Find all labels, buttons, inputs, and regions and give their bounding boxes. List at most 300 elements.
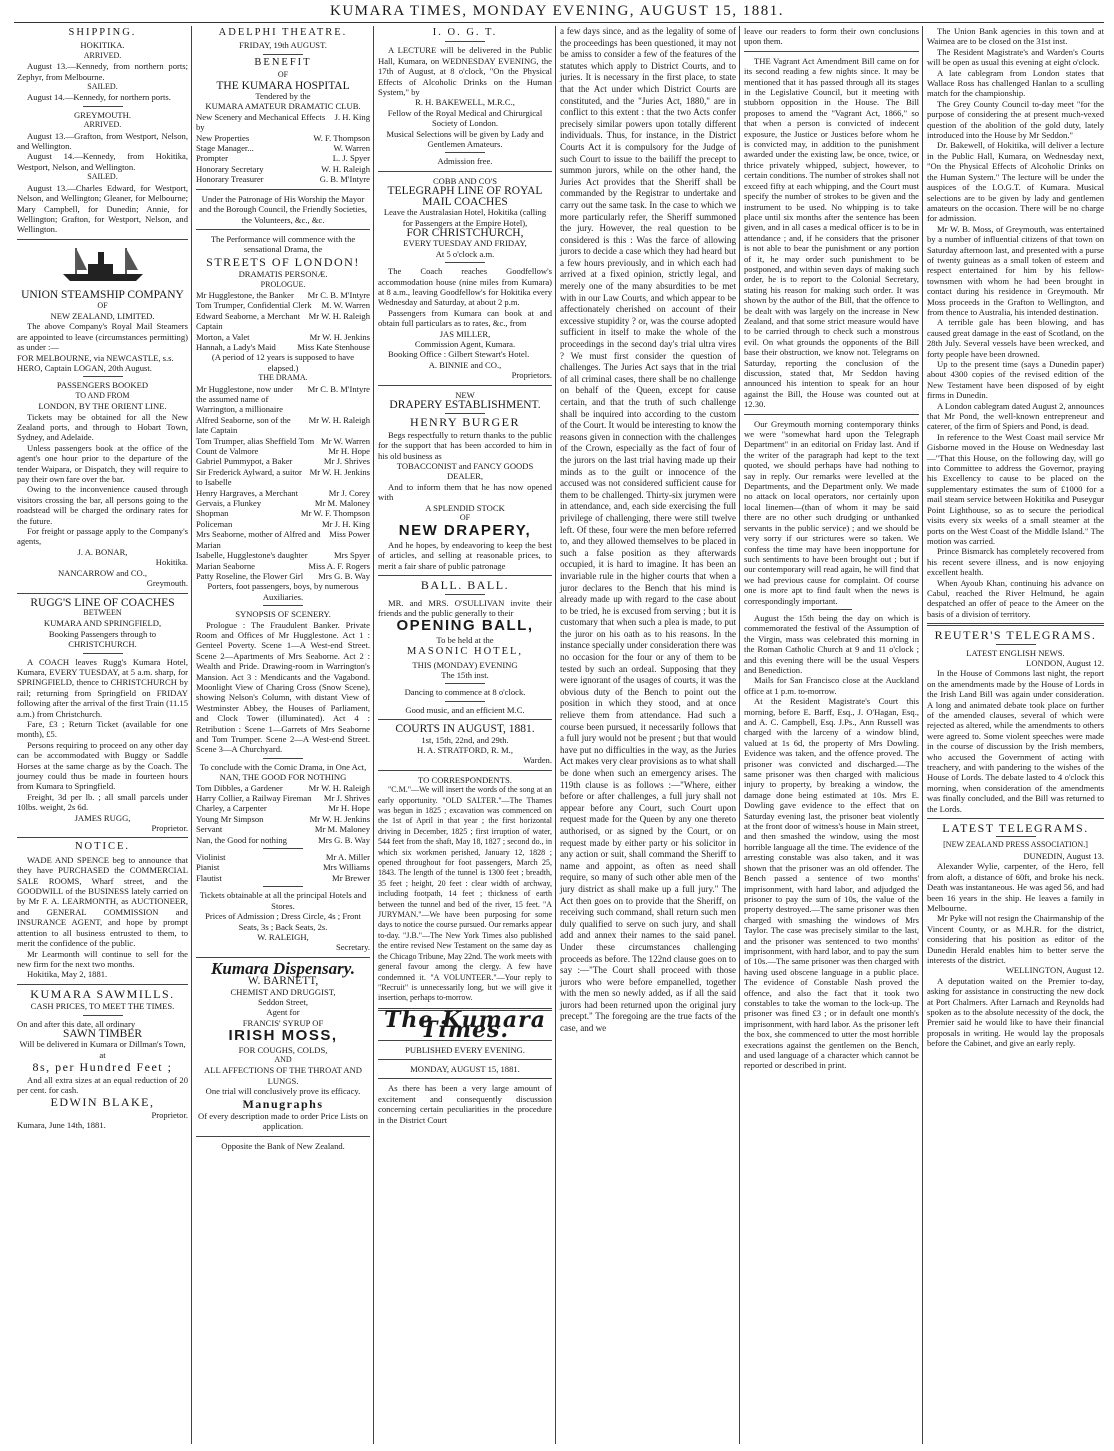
paper-published: PUBLISHED EVERY EVENING. [405, 1044, 525, 1055]
theatre-tendered: Tendered by the [255, 91, 311, 102]
dispensary-agent: Agent for [266, 1007, 300, 1018]
cast-actor: Mr W. Warren [320, 435, 370, 446]
cast-actor: Mr A. Miller [325, 852, 370, 863]
divider [378, 719, 552, 720]
divider [378, 1078, 552, 1079]
cobb-office: Booking Office : Gilbert Stewart's Hotel. [388, 349, 530, 360]
cast-row [196, 498, 370, 508]
ball-this: THIS (MONDAY) EVENING [412, 659, 518, 670]
sawmills-title: KUMARA SAWMILLS. [30, 986, 175, 1001]
drapery-paragraph: Begs respectfully to return thanks to the public for the support that has been accorded to him in his old business as [378, 429, 552, 461]
cast-row [196, 508, 370, 518]
shipping-entry: August 13.—Grafton, from Westport, Nelson, and Wellington. [17, 130, 188, 152]
rugg-title: RUGG'S LINE OF COACHES [30, 596, 175, 609]
shipping-entry: August 14.—Kennedy, for northern ports. [27, 92, 171, 103]
divider [263, 848, 303, 849]
sawmills-date: Kumara, June 14th, 1881. [17, 1120, 106, 1131]
divider [445, 262, 485, 263]
cast-role: Mr Hugglestone, the Banker [196, 289, 294, 300]
cast-row [196, 436, 370, 446]
divider [196, 229, 370, 230]
cast-row [196, 300, 370, 310]
divider [812, 609, 852, 610]
news-paragraph: Dr. Bakewell, of Hokitika, will deliver a lecture in the Public Hall, Kumara, on Wednesday next, "On the Physical Effects of Alcoholic Drinks on the Human System." The lecture will be under the auspices of the I.O.G.T. of Kumara. Musical selections are to be given by lady and gentlemen amateurs on the occasion. There will be no charge for admission. [927, 140, 1104, 224]
editorial-continued: a few days since, and as the legality of some of the proceedings has been questioned, it may not be amiss to consider a few of the features of the statutes which apply to District Courts, and to juries. It is necessary in the first place, to state that the Act under which District Courts are constituted, and the "Juries Act, 1880," are in conflict to this extent : that the two Acts confer precisely similar powers upon totally different individuals. Thus, for instance, in the District Courts Act it is compulsory for the Judge of such Court to issue to the bailiff the precept to summon jurors, while on the other hand, the Juries Act provides that the Sheriff shall be commanded by the Registrar to undertake and carry out the same task. In the case to which we more particularly refer, the Sheriff summoned the jury. However, the real question to be considered is this : Was the farce of allowing jurors to decide a case which they had heard but a few hours previously, and in which each had arrived at a fixed opinion, strictly legal, and merely one of the many absurdities to be met with in our Law Courts, and which appear to be affectionately cherished on account of their excessive stupidity ? or, was the course adopted sufficient in itself to make the whole of the proceedings in the second day's trial ultra vires ? We must first consider the question of challenges. The Juries Act says that in the trial of all criminal cases, there shall be no challenge on behalf of the Queen, except for cause certain, and that the truth of such challenge shall be inquired into according to the custom of the Court. It would be interesting to know the reasons given in connection with the challenges of the Crown, especially as the fact of four of the jurors on the last trial having made up their minds as to the guilt or innocence of the accused was not considered sufficient cause for them to be challenged. Thirty-six jurymen were in attendance, and, each side exercising the full privilege of challenging, there were still twelve left. Of these, four were the men before referred to, and they allowed themselves to be placed in such a false position as they afterwards occupied, it is hard to imagine. It has been an invariable rule in the higher courts that when a juror declares to the Bench that his mind is already made up with regard to the case about to be tried, he is excused from serving ; but it is customary that when such a plea is made, to put the juror on his oath as to his reasons. In the instance specially under consideration there was no occasion for the four or any of them to be tested by such an ordeal. Supposing that they were ignorant of the usages of courts, it was the obvious duty of the Bench to point out the position in which they stood, and at once relieve them from attendance. Had such a course been pursued, it necessarily follows that a full jury would not be present ; but that would have put no difficulties in the way, as the Juries Act makes very clear provisions as to what shall be done when such an emergency arises. The 119th clause is as follows :—"Where, either before or after challenges, a full jury shall not appear before any Court, such Court upon request made for the Queen by any one thereto authorised, or as signed by the Court, or on request made by either party or his solicitor in any action or suit, shall command the Sheriff to name and appoint, as often as need shall require, so many of such other able men of the jury district as shall make up a full jury." The Act then goes on to provide that the Sheriff, on receiving such command, shall return such men duly qualified to serve on such jury, and shall add and annex their names to the said panel. Under these circumstances challenging proceeds as before. The 122nd clause goes on to say :—"The Court shall proceed with those jurors who were before empanelled, together with the men so newly added, as if all the said jurors had been returned upon the original jury precept." The foregoing are the true facts of the case, and we [560, 26, 736, 1034]
cobb-paragraph: The Coach reaches Goodfellow's accommodation house (nine miles from Kumara) at 8 a.m., leaving Goodfellow's for Hokitika every Wednesday and Saturday, at about 2 p.m. [378, 266, 552, 308]
news-paragraph: A late cablegram from London states that Wallace Ross has challenged Hanlan to a sculling match for the championship. [927, 67, 1104, 99]
theatre-date: FRIDAY, 19th AUGUST. [239, 40, 327, 51]
band-list [196, 852, 370, 883]
theatre-porters: Porters, foot passengers, boys, by numerous Auxiliaries. [207, 581, 359, 602]
dispensary-francis: FRANCIS' SYRUP OF [242, 1017, 324, 1028]
cast-role: Pianist [196, 862, 220, 873]
cast-row [196, 133, 370, 143]
rugg-booking: Booking Passengers through to [48, 628, 157, 639]
theatre-hospital: THE KUMARA HOSPITAL [216, 79, 350, 92]
cast-actor: Miss Kate Stenhouse [297, 341, 370, 352]
rugg-paragraph: Persons requiring to proceed on any other day can be accommodated with Buggy or Saddle Horses at the same charge as by the Coach. The journey could thus be made in fourteen hours from Kumara to Springfield. [17, 739, 188, 792]
cast-role: Nan, the Good for nothing [196, 834, 287, 845]
dispensary-aff: ALL AFFECTIONS OF THE THROAT AND LUNGS. [204, 1065, 362, 1086]
courts-dates: 1st, 15th, 22nd, and 29th. [421, 734, 509, 745]
usc-of: OF [97, 300, 108, 310]
drapery-paragraph: And he hopes, by endeavoring to keep the best of articles, and selling at reasonable prices, to merit a fair share of public patronage [378, 539, 552, 571]
divider [378, 1059, 552, 1060]
shipping-entry: August 13.—Charles Edward, for Westport, Nelson, and Wellington; Gleaner, for Melbourne; Mary Campbell, for Dunedin; Annie, for Wellington; Grafton, for Westport, Nelson, and Wellington. [17, 182, 188, 235]
divider [196, 189, 370, 190]
column-rule [555, 26, 556, 1444]
dispensary-and: AND [274, 1054, 292, 1064]
cast-row [196, 529, 370, 550]
cast-actor: Mr W. H. Raleigh [308, 782, 370, 793]
cast-actor: Mr J. H. King [322, 518, 370, 529]
news-paragraph: Mr W. B. Moss, of Greymouth, was entertained by a number of influential citizens of that town on Saturday afternoon last, and presented with a purse of twenty guineas as a small token of esteem and respect entertained for him by his fellow-townsmen with whom he had been brought in contact during his residence in Greymouth. Mr Moss proceeds in the Grafton to Wellington, and from thence to Australia, his intended destination. [927, 223, 1104, 317]
cast-role: Alfred Seaborne, son of the late Captain [196, 414, 291, 436]
theatre-tickets: Tickets obtainable at all the principal Hotels and Stores. [199, 890, 367, 911]
sawmills-paragraph: Will be delivered in Kumara or Dillman's Town, at [19, 1039, 186, 1060]
divider [378, 575, 552, 576]
theatre-synopsis-text: Prologue : The Fraudulent Banker. Private Room and Offices of Mr Hugglestone. Act 1 : Genteel Poverty. Scene 1—A West-end Street. Scene 2—Apartments of Mrs Seaborne. Act 2 : Wealth and Pride. Drawing-room in Warrington's Mansion. Act 3 : Mendicants and the Vagabond. Moonlight View of Charing Cross (Snow Scene), showing Nelson's Column, with distant View of Westminster Abbey, the Houses of Parliament, and Clock Tower (illuminated). Act 4 : Retribution : Scene 1—Garrets of Mrs Seaborne and Tom Trumper. Scene 2—A West-end Street. Scene 3—A Churchyard. [196, 619, 370, 755]
cast-actor: Mr H. Hope [328, 803, 370, 814]
divider [17, 239, 188, 240]
shipping-title: SHIPPING. [68, 27, 137, 38]
signature: Proprietor. [151, 823, 188, 834]
telegram-paragraph: Mr Pyke will not resign the Chairmanship of the Vincent County, or as M.H.R. for the district, considering that his position as editor of the Dunedin Herald enables him to better serve the interests of the district. [927, 913, 1104, 965]
signature: Secretary. [335, 942, 370, 953]
cobb-title-2: TELEGRAPH LINE OF ROYAL MAIL COACHES [387, 185, 543, 208]
cast-role: Charley, a Carpenter [196, 803, 267, 814]
divider [378, 385, 552, 386]
cast-role: Mr Hugglestone, now under the assumed name of Warrington, a millionaire [196, 383, 293, 415]
signature: EDWIN BLAKE, [50, 1095, 155, 1110]
signature: Proprietors. [511, 370, 552, 381]
signature: A. BINNIE and CO., [428, 359, 502, 370]
cast-role: Young Mr Simpson [196, 813, 264, 824]
cast-row [196, 814, 370, 824]
sawmills-price: 8s, per Hundred Feet ; [32, 1060, 173, 1075]
cast-actor: Miss A. F. Rogers [308, 560, 370, 571]
cast-row [196, 835, 370, 845]
theatre-farce: NAN, THE GOOD FOR NOTHING [219, 772, 347, 783]
theatre-prologue: PROLOGUE. [260, 279, 306, 289]
iogt-title: I. O. G. T. [432, 27, 498, 38]
signature: Proprietor. [151, 1109, 188, 1120]
news-paragraph: When Ayoub Khan, continuing his advance on Cabul, reached the River Helmund, he again despatched an offer of peace to the Ameer on the basis of a division of territory. [927, 577, 1104, 619]
dispensary-role: CHEMIST AND DRUGGIST, [230, 986, 336, 997]
theatre-prices: Prices of Admission ; Dress Circle, 4s ; Front Seats, 3s ; Back Seats, 2s. [205, 911, 361, 932]
cast-actor: W. Warren [333, 143, 370, 154]
usc-paragraph: Tickets may be obtained for all the New Zealand ports, and through to Hobart Town, Sydney, and Adelaide. [17, 411, 188, 443]
steamship-icon [17, 244, 188, 286]
signature: W. RALEIGH, [257, 931, 309, 942]
cast-actor: Mr H. Hope [328, 446, 370, 457]
divider [263, 54, 303, 55]
cast-row [196, 290, 370, 300]
usc-passengers: PASSENGERS BOOKED [56, 380, 149, 391]
signature: Greymouth. [146, 578, 188, 589]
divider [445, 683, 485, 684]
cast-role: Gervais, a Flunkey [196, 498, 262, 509]
ball-dance: Dancing to commence at 8 o'clock. [404, 687, 526, 698]
news-paragraph: A terrible gale has been blowing, and has caused great damage in the east of Scotland, on the 28th July. Several vessels have been wrecked, and forty people have been drowned. [927, 317, 1104, 359]
divider [17, 837, 188, 838]
divider [83, 1015, 123, 1016]
cast-row [196, 332, 370, 342]
paper-title: The Kumara Times. [383, 1006, 547, 1044]
divider [445, 152, 485, 153]
cast-role: Marian Seaborne [196, 560, 255, 571]
divider [263, 605, 303, 606]
usc-title: UNION STEAMSHIP COMPANY [21, 289, 184, 302]
cast-row [196, 415, 370, 436]
cast-actor: Mr Brewer [332, 872, 370, 883]
cast-role: Honorary Secretary [196, 163, 264, 174]
rugg-paragraph: Fare, £3 ; Return Ticket (available for one month), £5. [17, 718, 188, 740]
notice-paragraph: WADE AND SPENCE beg to announce that they have PURCHASED the COMMERCIAL SALE ROOMS, Wharf street, and the GOODWILL of the BUSINESS lately carried on by Mr F. A. LEARMONTH, as AUCTIONEER, and GENERAL COMMISSION and INSURANCE AGENT, and hope by prompt attention to all business entrusted to them, to merit the confidence of the public. [17, 854, 188, 949]
dispensary-manugraphs: Manugraphs [242, 1096, 324, 1111]
cast-role: Flautist [196, 872, 222, 883]
cast-actor: Mr J. Shrives [323, 456, 370, 467]
cast-actor: Mrs G. B. Way [318, 570, 370, 581]
subheading: SAILED. [87, 172, 118, 182]
editorial-end: leave our readers to form their own conclusions upon them. [744, 26, 919, 47]
divider [263, 758, 303, 759]
cast-role: Morton, a Valet [196, 331, 250, 342]
lecture-admission: Admission free. [437, 156, 493, 167]
news-paragraph: The Union Bank agencies in this town and at Waimea are to be closed on the 31st inst. [927, 26, 1104, 47]
cast-row [196, 112, 370, 133]
theatre-club: KUMARA AMATEUR DRAMATIC CLUB. [205, 101, 361, 112]
divider [83, 653, 123, 654]
cast-role: Tom Trumper, alias Sheffield Tom [196, 435, 315, 446]
usc-paragraph: Unless passengers book at the office of the agent's one hour prior to the departure of the tender Waipara, or Dispatch, they will require to pay their own fare over the bar. [17, 442, 188, 485]
drapery-name: HENRY BURGER [410, 415, 520, 430]
cast-actor: Mr W. H. Raleigh [308, 310, 370, 321]
cast-row [196, 803, 370, 813]
crew-list [196, 112, 370, 185]
cast-actor: W. F. Thompson [313, 132, 370, 143]
rugg-chch: CHRISTCHURCH. [68, 639, 137, 650]
latest-english-title: LATEST ENGLISH NEWS. [966, 647, 1065, 658]
divider [17, 984, 188, 985]
dispensary-every: Of every description made to order Price Lists on application. [198, 1111, 368, 1132]
cast-role: New Scenery and Mechanical Effects by [196, 111, 326, 133]
ball-title: BALL. BALL. [420, 578, 510, 593]
signature: JAMES RUGG, [74, 812, 131, 823]
masthead: KUMARA TIMES, MONDAY EVENING, AUGUST 15, 1881. [329, 3, 785, 19]
dispensary-for: FOR COUGHS, COLDS, [238, 1044, 328, 1055]
cast-actor: Mrs Spyer [333, 550, 370, 561]
drapery-new: NEW [455, 389, 475, 400]
usc-paragraph: FOR MELBOURNE, via NEWCASTLE, s.s. HERO, Captain LOGAN, 20th August. [17, 352, 174, 373]
divider [927, 623, 1104, 626]
cast-actor: Mr J. Shrives [323, 793, 370, 804]
news-paragraph: August the 15th being the day on which is commemorated the festival of the Assumption of the Virgin, mass was celebrated this morning in the Roman Catholic Church at 9 and 11 o'clock ; and this evening there will be the usual Vespers and Benediction. [744, 612, 919, 675]
news-paragraph: The Resident Magistrate's and Warden's Courts will be open as usual this evening at eight o'clock. [927, 46, 1104, 68]
dateline: LONDON, August 12. [1026, 657, 1104, 668]
drapery-paragraph: And to inform them that he has now opened with [378, 481, 552, 503]
drapery-of: OF [459, 513, 471, 523]
divider [744, 414, 919, 415]
cast-actor: Mr M. Maloney [314, 498, 370, 509]
cast-role: Tom Dibbles, a Gardener [196, 782, 283, 793]
divider [445, 594, 485, 595]
cast-role: Harry Collier, a Railway Fireman [196, 793, 312, 804]
ball-held: To be held at the [436, 634, 494, 645]
cast-row [196, 342, 370, 352]
correspondents-title: TO CORRESPONDENTS. [418, 774, 512, 785]
cast-actor: L. J. Spyer [332, 153, 370, 164]
cast-row [196, 384, 370, 415]
cast-role: Shopman [196, 508, 229, 519]
news-paragraph: At the Resident Magistrate's Court this morning, before E. Barff, Esq., J. O'Hagan, Esq., and A. C. Campbell, Esq. J.Ps., Ann Russell was charged with the larceny of a window blind, valued at 1s 6d, the property of Mrs Dowling. Evidence was taken, and the offence proved. The prisoner was convicted and discharged.—The same prisoner was then charged with malicious injury to property, by breaking a window, the damage done being estimated at 10s. Mrs E. Dowling gave evidence to the effect that on Saturday evening last, the prisoner beat violently at the front door of witness's house in Main street, and then smashed the window, using the most horrible language all the time. The evidence of the arresting constable was also taken, and it was shown that the prisoner was an old offender. The Bench passed a sentence of two months' imprisonment, with hard labor, and adjudged the prisoner to pay the sum of 10s, the value of the property destroyed.—The same prisoner was then charged with smashing the windows of Mrs Taylor. The case was precisely similar to the last, and the prisoner was sentenced to two months' imprisonment, with hard labor, and to pay the sum of 10s.—The same prisoner was then charged with having used obscene language in a public place. The evidence of Constable Nash proved the offence, and also the fact that it took two constables to take the woman to the lock-up. The prisoner was fined £3 ; or in default one month's imprisonment, with hard labor. As the prisoner left the box, she commenced to utter the most horrible execrations against the gentlemen on the Bench, and used language of a character which cannot be reported or described in print. [744, 696, 919, 1071]
cast-role: Hannah, a Lady's Maid [196, 341, 276, 352]
cast-row [196, 164, 370, 174]
dispensary-street: Seddon Street, [257, 996, 309, 1007]
cobb-paragraph: Leave the Australasian Hotel, Hokitika (calling for Passengers at the Empire Hotel), [383, 207, 547, 228]
signature: JAS MILLER, [439, 328, 491, 339]
rugg-between: BETWEEN [83, 607, 122, 617]
cast-role: Henry Hargraves, a Merchant [196, 487, 298, 498]
cast-role: New Properties [196, 132, 250, 143]
latest-telegrams-title: LATEST TELEGRAMS. [942, 821, 1089, 836]
sawmills-timber: SAWN TIMBER [62, 1027, 143, 1040]
cast-actor: Mrs Williams [322, 862, 370, 873]
cast-row [196, 873, 370, 883]
divider [378, 770, 552, 771]
dispensary-title: Kumara Dispensary. [211, 958, 355, 978]
divider [445, 413, 485, 414]
cast-row [196, 519, 370, 529]
usc-paragraph: Owing to the inconvenience caused through visitors crossing the bar, all persons going to the roadstead will be charged the ordinary rates for the future. [17, 484, 188, 526]
cast-role: Prompter [196, 153, 228, 164]
notice-title: NOTICE. [74, 841, 131, 853]
ball-music: Good music, and an efficient M.C. [405, 704, 525, 715]
rugg-paragraph: A COACH leaves Rugg's Kumara Hotel, Kumara, EVERY TUESDAY, at 5 a.m. sharp, for SPRINGFIELD, thence to CHRISTCHURCH by rail; returning from Springfield on FRIDAY following after the arrival of the first Train (11.15 a.m.) from Christchurch. [17, 656, 188, 719]
divider [744, 51, 919, 52]
signature: J. A. BONAR, [77, 546, 128, 557]
dateline: WELLINGTON, August 12. [1005, 965, 1104, 976]
cast-role: Isabelle, Hugglestone's daughter [196, 550, 308, 561]
shipping-entry: August 14.—Kennedy, from Hokitika, Westport, Nelson, and Wellington. [17, 151, 188, 172]
divider [83, 106, 123, 107]
usc-london: LONDON, BY THE ORIENT LINE. [38, 401, 167, 412]
theatre-benefit: BENEFIT [254, 56, 312, 68]
cast-row [196, 793, 370, 803]
cast-actor: Mr W. H. Jenkins [309, 813, 370, 824]
column-rule [373, 26, 374, 1444]
usc-toand: TO AND FROM [75, 390, 130, 400]
cast-row [196, 311, 370, 332]
divider [196, 957, 370, 958]
sawmills-cash: CASH PRICES, TO MEET THE TIMES. [30, 1001, 175, 1012]
cast-role: Sir Frederick Aylward, a suitor to Isabelle [196, 466, 302, 488]
lecture-paragraph: A LECTURE will be delivered in the Public Hall, Kumara, on WEDNESDAY EVENING, the 17th of August, at 8 o'clock, "On the Physical Effects of Alcoholic Drinks on the Human System," by [378, 45, 552, 98]
theatre-synopsis: SYNOPSIS OF SCENERY. [235, 609, 331, 620]
cast-list [196, 290, 370, 352]
rugg-route: KUMARA AND SPRINGFIELD, [43, 618, 162, 629]
column-rule [191, 26, 192, 1444]
notice-date: Hokitika, May 2, 1881. [27, 969, 108, 980]
theatre-personae: DRAMATIS PERSONÆ. [238, 269, 328, 280]
dispensary-name: W. BARNETT, [247, 975, 319, 988]
cast-role: Violinist [196, 852, 226, 863]
telegram-paragraph: A deputation waited on the Premier to-day, asking for assistance in constructing the new dock at Port Chalmers. After Larnach and Reynolds had spoken as to the absolute necessity of the dock, the Premier said he would like to have their financial proposals in writing. He would lay the proposals before the Cabinet, and give an early reply. [927, 975, 1104, 1049]
divider [996, 836, 1036, 837]
cast-row [196, 824, 370, 834]
correspondents-text: "C.M."—We will insert the words of the song at an early opportunity. "OLD SALTER."—The Thames was begun in 1825 ; excavation was commenced on the 1st of April in that year ; the first horizontal driving in December, 1825 ; first irruption of water, 544 feet from the shaft, May 18, 1827 ; second do., in which six workmen perished, January 12, 1828 ; opened throughout for foot passengers, March 25, 1843. The length of the tunnel is 1300 feet ; breadth, 35 feet ; height, 20 feet : clear width of archway, including footpath, 14 feet ; thickness of earth between the tunnel and bed of the river, 15 feet. "A JURYMAN."—We have been purposing for some days to notice the course pursued. Our remarks appear to-day. "J.B."—The New York Times also published the entire revised New Testament on the same day as the Chicago Tribune, May 22nd. The work meets with general favour among the clergy. A few have condemned it. "A VOLUNTEER."—Your reply to "Recruit" is unnecessarily long, but we will give it insertion, perhaps to-morrow. [378, 785, 552, 1003]
courts-title: COURTS IN AUGUST, 1881. [395, 723, 535, 736]
column-rule [739, 26, 740, 1444]
dateline: DUNEDIN, August 13. [1023, 850, 1104, 861]
masthead-rule [14, 22, 1104, 23]
divider [445, 41, 485, 42]
news-paragraph: In reference to the West Coast mail service Mr Gisborne moved in the House on Wednesday last—"That this House, on the following day, will go into Committee to address the Governor, praying his Excellency to cause to be placed on the supplementary estimates the sum of £1000 for a mail steam service between Hokitika and Puseygur Point Lighthouse, so as to secure the periodical visits every six weeks of a small steamer at the ports on the West Coast of the Middle Island." The motion was carried. [927, 431, 1104, 546]
cast-actor: W. H. Raleigh [321, 163, 370, 174]
cast-row [196, 153, 370, 163]
cast-row [196, 467, 370, 488]
courts-warden: Warden. [523, 755, 552, 766]
lecture-name: R. H. BAKEWELL, M.R.C., [415, 97, 515, 108]
cast-actor: Mr C. B. M'Intyre [307, 383, 370, 394]
courts-name: H. A. STRATFORD, R. M., [417, 744, 513, 755]
theatre-of: OF [277, 70, 289, 80]
sawmills-paragraph: And all extra sizes at an equal reduction of 20 per cent. for cash. [17, 1074, 188, 1095]
editorial-paragraph: As there has been a very large amount of excitement and consequently discussion concerning certain peculiarities in the procedure in the District Court [378, 1083, 552, 1125]
press-association: [NEW ZEALAND PRESS ASSOCIATION.] [943, 840, 1088, 850]
telegram-paragraph: In the House of Commons last night, the report on the amendments made by the House of Lords in the Irish Land Bill was again under consideration. A long and animated debate took place on further of the amended clauses, several of which were rejected as altered, while the amendments to others were agreed to. Some violent speeches were made in the course of discussion by the Irish members, who accused the Government of acting with treachery, and with pandering to the wishes of the House of Lords. The debate lasted to 4 o'clock this morning, when consideration of the amendments was finally concluded, and the Bill was returned to the Lords. [927, 668, 1104, 814]
shipping-entry: August 13.—Kennedy, from northern ports; Zephyr, from Melbourne. [17, 61, 188, 82]
cast-role: Patty Roseline, the Flower Girl [196, 570, 304, 581]
lecture-music: Musical Selections will be given by Lady and Gentlemen Amateurs. [386, 128, 544, 150]
news-paragraph: The Grey County Council to-day meet "for the purpose of considering the at present much-vexed question of the abolition of the gold duty, lately introduced into the House by Mr Seddon." [927, 98, 1104, 141]
cast-actor: Mr W. H. Jenkins [309, 331, 370, 342]
cast-role: Mrs Seaborne, mother of Alfred and Marian [196, 529, 321, 550]
cast-row [196, 852, 370, 862]
cast-role: Stage Manager... [196, 143, 254, 154]
usc-paragraph: For freight or passage apply to the Company's agents, [17, 526, 188, 547]
reuters-title: REUTER'S TELEGRAMS. [934, 628, 1097, 643]
notice-paragraph: Mr Learmonth will continue to sell for the new firm for the next two months. [17, 948, 188, 969]
dispensary-opp: Opposite the Bank of New Zealand. [221, 1140, 345, 1151]
cast-row [196, 561, 370, 571]
divider [196, 1136, 370, 1137]
theatre-title: ADELPHI THEATRE. [218, 27, 348, 38]
paper-date: MONDAY, AUGUST 15, 1881. [410, 1063, 520, 1074]
cast-actor: J. H. King [334, 111, 370, 122]
column-2 [193, 26, 373, 1444]
usc-nz: NEW ZEALAND, LIMITED. [50, 310, 155, 321]
cast-row [196, 488, 370, 498]
dispensary-moss: IRISH MOSS, [228, 1027, 338, 1045]
theatre-drama: STREETS OF LONDON! [206, 254, 360, 269]
cast-role: Tom Trumper, Confidential Clerk [196, 300, 312, 311]
news-paragraph: Mails for San Francisco close at the Auckland office at 1 p.m. to-morrow. [744, 675, 919, 696]
cast-actor: Mr W. H. Jenkins [309, 466, 370, 477]
subheading: ARRIVED. [83, 120, 122, 130]
lecture-fellow: Fellow of the Royal Medical and Chirurgical Society of London. [387, 107, 543, 129]
drapery-tob: TOBACCONIST and FANCY GOODS DEALER, [396, 461, 534, 482]
cobb-chch: FOR CHRISTCHURCH, [406, 226, 524, 239]
usc-paragraph: The above Company's Royal Mail Steamers are appointed to leave (circumstances permitting) as under :— [17, 321, 188, 353]
cast-row [196, 571, 370, 581]
news-paragraph: A London cablegram dated August 2, announces that Mr Pond, the well-known entrepreneur and caterer, of the firm of Spiers and Pond, is dead. [927, 400, 1104, 432]
theatre-perf: The Performance will commence with the sensational Drama, the [210, 233, 356, 255]
cast-row [196, 456, 370, 466]
drapery-title: DRAPERY ESTABLISHMENT. [389, 399, 541, 411]
divider [996, 644, 1036, 645]
theatre-conclude: To conclude with the Comic Drama, in One Act, [199, 761, 367, 772]
ball-hotel: MASONIC HOTEL, [406, 646, 524, 658]
port-heading: HOKITIKA. [80, 40, 125, 51]
cobb-days: EVERY TUESDAY AND FRIDAY, [403, 238, 527, 249]
divider [83, 376, 123, 377]
cast-actor: G. B. M'Intyre [319, 174, 370, 185]
cast-row [196, 550, 370, 560]
cast-list [196, 783, 370, 845]
theatre-patronage: Under the Patronage of His Worship the Mayor and the Borough Council, the Friendly Societies, the Volunteers, &c., &c. [198, 193, 368, 225]
column-1 [14, 26, 191, 1444]
column-6 [924, 26, 1107, 1444]
ball-paragraph: MR. and MRS. O'SULLIVAN invite their friends and the public generally to their [378, 597, 552, 618]
cast-role: Servant [196, 824, 223, 835]
column-5 [741, 26, 922, 1444]
divider [17, 593, 188, 594]
subheading: ARRIVED. [83, 50, 122, 60]
port-heading: GREYMOUTH. [73, 109, 132, 120]
cobb-paragraph: Passengers from Kumara can book at and obtain full particulars as to rates, &c., from [378, 307, 552, 329]
column-4 [557, 26, 739, 1444]
cast-role: Count de Valmore [196, 446, 259, 457]
cast-row [196, 143, 370, 153]
divider [263, 886, 303, 887]
signature: Hokitika. [155, 557, 188, 568]
cast-role: Honorary Treasurer [196, 174, 264, 185]
cast-actor: Mr C. B. M'Intyre [307, 289, 370, 300]
cobb-title: COBB AND CO'S [432, 175, 498, 186]
cast-list [196, 384, 370, 582]
rugg-paragraph: Freight, 3d per lb. ; all small parcels under 10lbs. weight, 2s 6d. [17, 791, 188, 813]
ball-opening: OPENING BALL, [396, 617, 534, 635]
theatre-thedrama: THE DRAMA. [258, 373, 308, 383]
divider [378, 171, 552, 172]
news-paragraph: Our Greymouth morning contemporary thinks we were "somewhat hard upon the Telegraph Department" in an editorial on Friday last. And if the writer of the paragraph had kept to the text quoted, we should perhaps have had nothing to say in reply. Our remarks were levelled at the Departments, and the Department only. We made no attack on local operators, nor certainly upon local linemen—(than of whom it may be said there are no other such drudging or unthanked servants in the public service) ; and we should be very sorry if our strictures were so taken. We confess the time may have been inopportune for such sentiments to have been brought out ; but if our contemporary will read again, he will find that we had previous cause for complaint. Of course one is more apt to find fault when the news is correspondingly important. [744, 418, 919, 606]
drapery-nd: NEW DRAPERY, [398, 522, 532, 540]
signature: Commission Agent, Kumara. [414, 338, 516, 349]
cast-row [196, 783, 370, 793]
column-3 [375, 26, 555, 1444]
theatre-period: (A period of 12 years is supposed to have elapsed.) [211, 352, 355, 373]
